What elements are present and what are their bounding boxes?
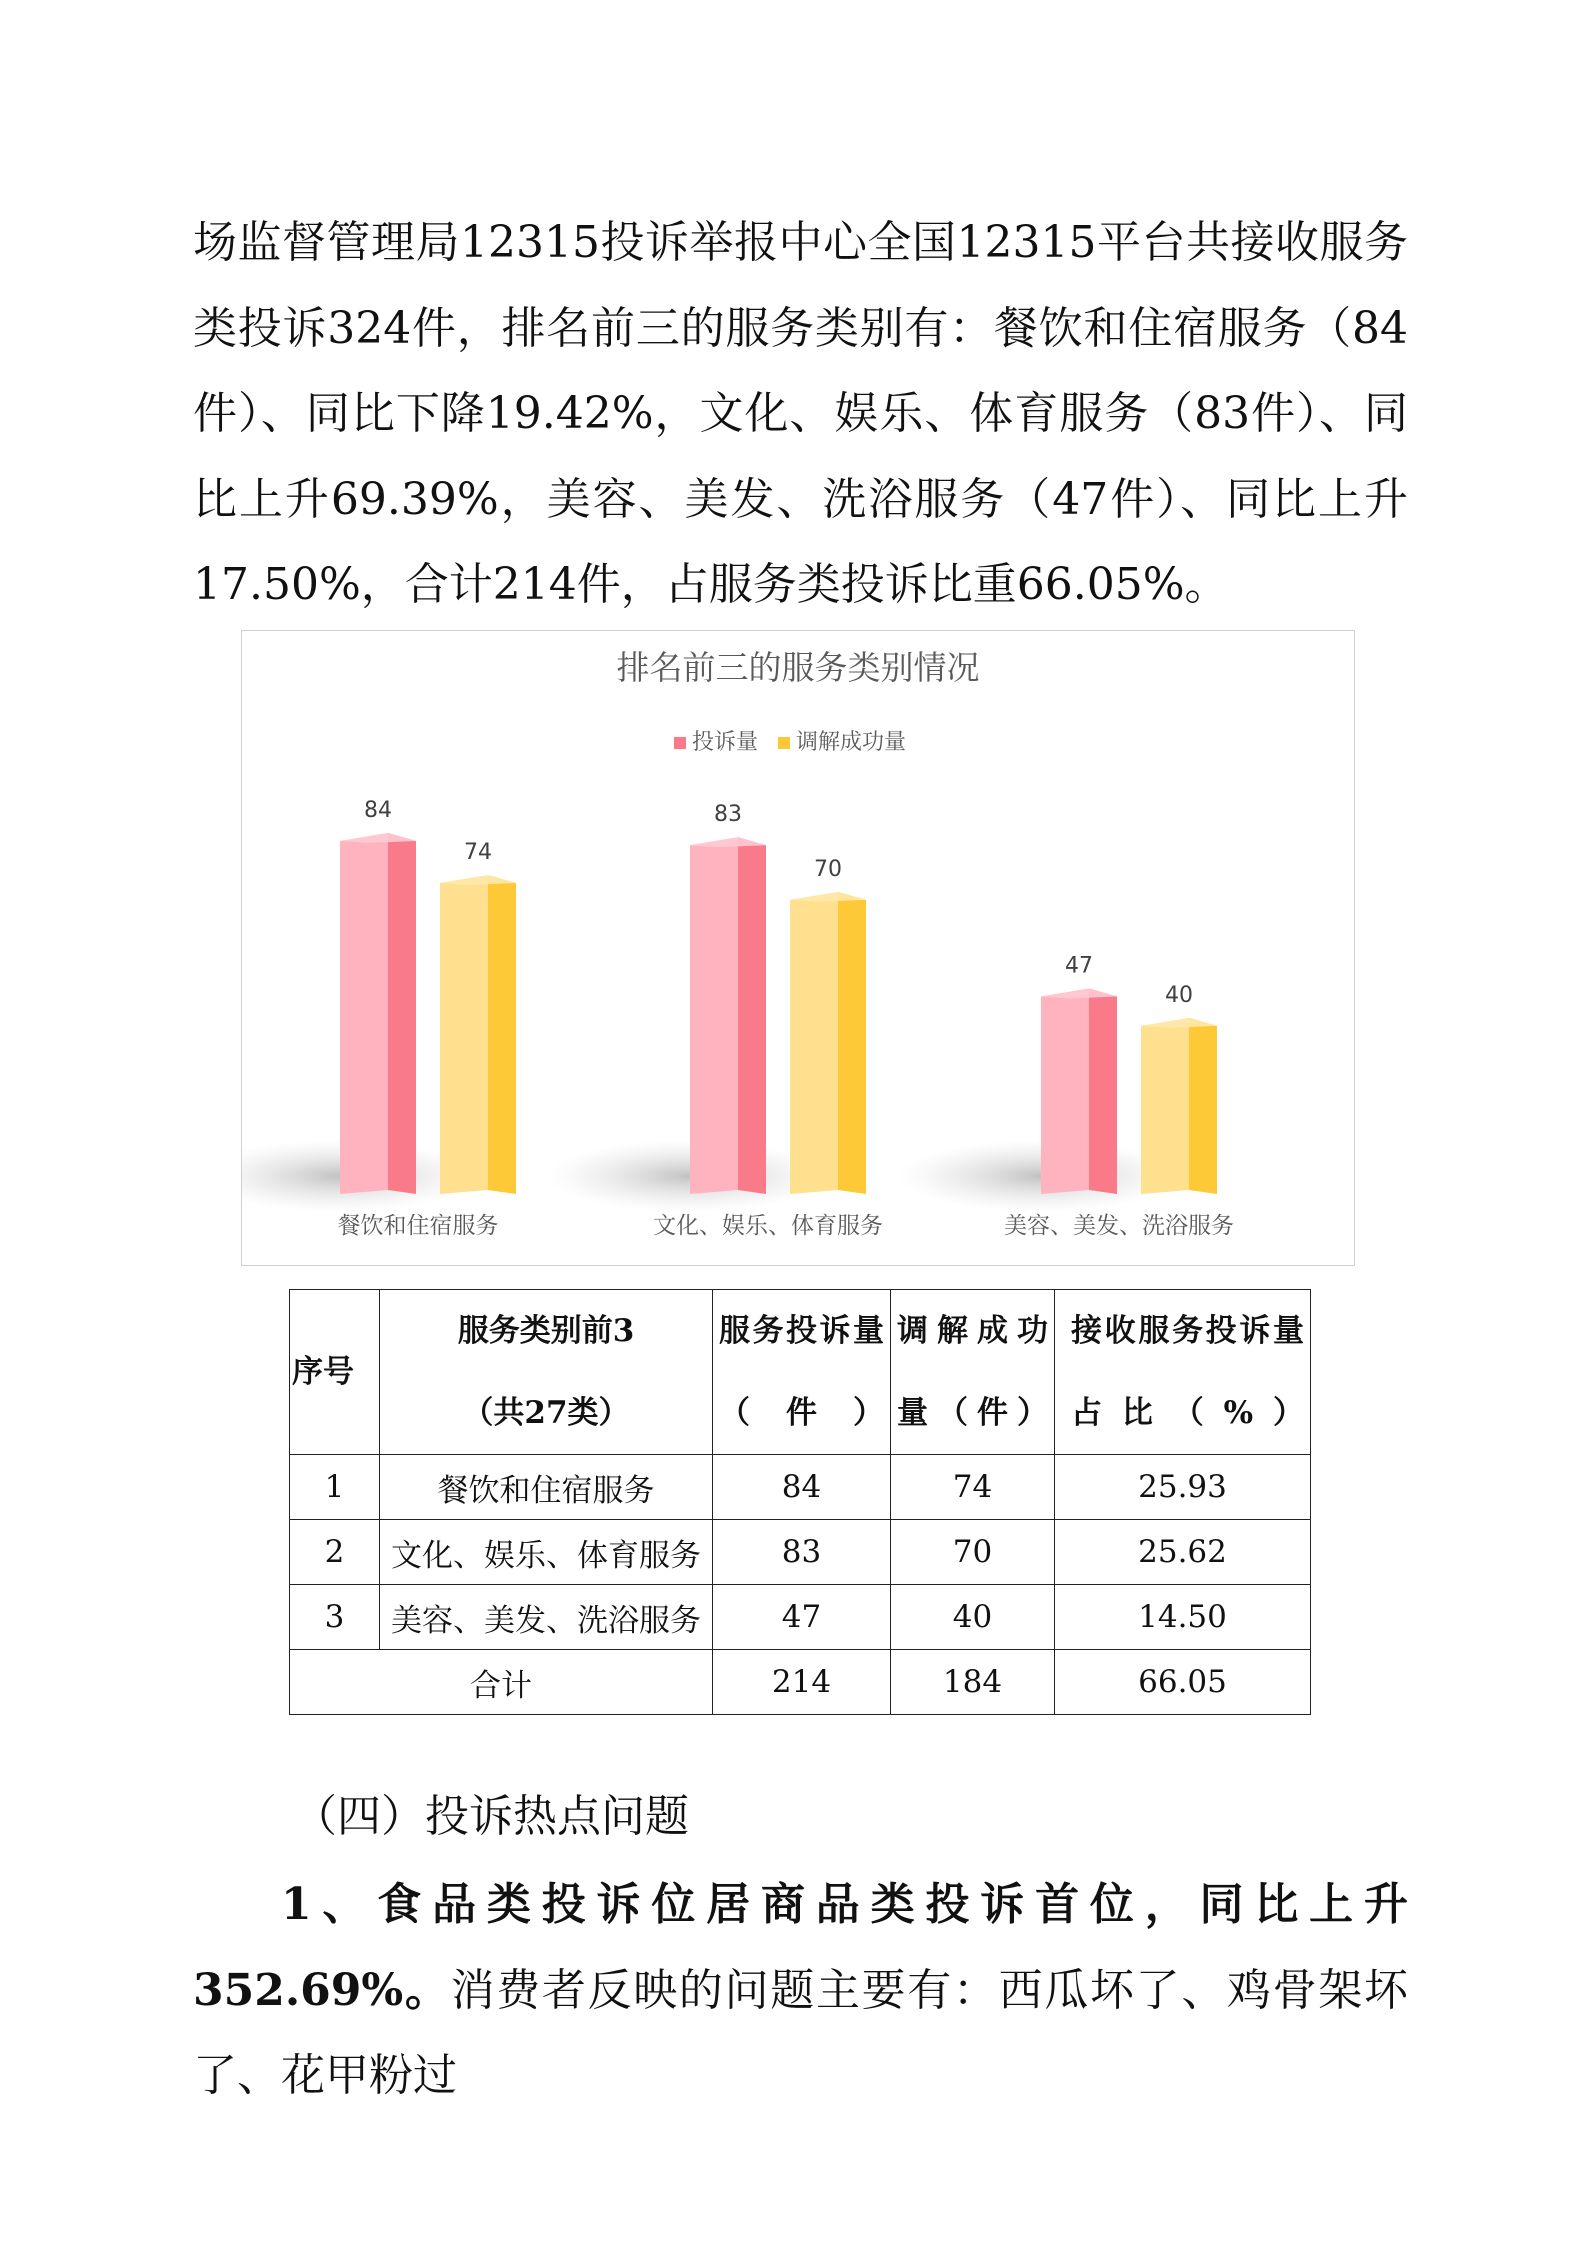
cell-seq: 2 bbox=[290, 1520, 380, 1585]
header-category bbox=[380, 1290, 713, 1455]
data-label: 74 bbox=[464, 840, 492, 866]
header-category-line1: 服务类别前3 bbox=[457, 1313, 635, 1349]
header-mediated: 调解成功量（件） bbox=[891, 1290, 1055, 1455]
cell-total-complaints: 214 bbox=[713, 1650, 891, 1715]
header-complaints: 服务投诉量（件） bbox=[713, 1290, 891, 1455]
header-ratio: 接收服务投诉量占比（%） bbox=[1055, 1290, 1311, 1455]
header-category-line2: （共27类） bbox=[462, 1395, 630, 1431]
data-label: 47 bbox=[1065, 953, 1093, 979]
cell-total-label: 合计 bbox=[290, 1650, 713, 1715]
category-label: 文化、娱乐、体育服务 bbox=[653, 1213, 883, 1239]
table-row bbox=[290, 1520, 1311, 1585]
cell-mediated: 70 bbox=[891, 1520, 1055, 1585]
body-paragraph-point1 bbox=[193, 1862, 1408, 2119]
chart-canvas bbox=[242, 631, 1354, 1265]
category-label: 美容、美发、洗浴服务 bbox=[1004, 1213, 1234, 1239]
cell-mediated: 40 bbox=[891, 1585, 1055, 1650]
data-label: 83 bbox=[714, 802, 742, 828]
cell-total-mediated: 184 bbox=[891, 1650, 1055, 1715]
chart-title: 排名前三的服务类别情况 bbox=[616, 648, 980, 687]
cell-complaints: 47 bbox=[713, 1585, 891, 1650]
cell-name: 文化、娱乐、体育服务 bbox=[380, 1520, 713, 1585]
data-label: 40 bbox=[1165, 982, 1193, 1008]
bar-shadow bbox=[899, 1140, 1179, 1212]
cell-mediated: 74 bbox=[891, 1455, 1055, 1520]
cell-ratio: 25.93 bbox=[1055, 1455, 1311, 1520]
cell-name: 餐饮和住宿服务 bbox=[380, 1455, 713, 1520]
point1-heading: 1、食品类投诉位居商品类投诉首位，同比上升352.69%。 bbox=[193, 1879, 1408, 2016]
legend-swatch bbox=[778, 737, 790, 749]
cell-seq: 1 bbox=[290, 1455, 380, 1520]
bar bbox=[790, 892, 866, 1194]
cell-ratio: 25.62 bbox=[1055, 1520, 1311, 1585]
data-label: 70 bbox=[814, 856, 842, 882]
cell-complaints: 83 bbox=[713, 1520, 891, 1585]
section-heading: （四）投诉热点问题 bbox=[293, 1791, 689, 1842]
bar bbox=[340, 833, 416, 1194]
bar-shadow bbox=[548, 1140, 828, 1212]
bar bbox=[1141, 1018, 1217, 1194]
bar-chart bbox=[241, 630, 1355, 1266]
legend-swatch bbox=[674, 737, 686, 749]
cell-ratio: 14.50 bbox=[1055, 1585, 1311, 1650]
category-label: 餐饮和住宿服务 bbox=[337, 1213, 499, 1239]
point1-text: 消费者反映的问题主要有：西瓜坏了、鸡骨架坏了、花甲粉过 bbox=[193, 1964, 1409, 2101]
body-paragraph: 场监督管理局12315投诉举报中心全国12315平台共接收服务类投诉324件，排名前三的服务类别有：餐饮和住宿服务（84件）、同比下降19.42%，文化、娱乐、体育服务（83件）、同比上升69.39%，美容、美发、洗浴服务（47件）、同比上升17.50%，合计214件，占服务类投诉比重66.05%。 bbox=[193, 217, 1408, 610]
cell-name: 美容、美发、洗浴服务 bbox=[380, 1585, 713, 1650]
chart-legend bbox=[674, 730, 906, 755]
legend-label: 投诉量 bbox=[692, 730, 759, 755]
stats-table bbox=[289, 1289, 1311, 1715]
cell-complaints: 84 bbox=[713, 1455, 891, 1520]
header-seq: 序号 bbox=[290, 1290, 380, 1455]
table-header-row bbox=[290, 1290, 1311, 1455]
data-label: 84 bbox=[364, 798, 392, 823]
bar bbox=[690, 837, 766, 1194]
table-row bbox=[290, 1455, 1311, 1520]
cell-seq: 3 bbox=[290, 1585, 380, 1650]
table-total-row bbox=[290, 1650, 1311, 1715]
cell-total-ratio: 66.05 bbox=[1055, 1650, 1311, 1715]
bar bbox=[440, 875, 516, 1194]
table-row bbox=[290, 1585, 1311, 1650]
legend-label: 调解成功量 bbox=[796, 730, 907, 755]
bar bbox=[1041, 988, 1117, 1194]
